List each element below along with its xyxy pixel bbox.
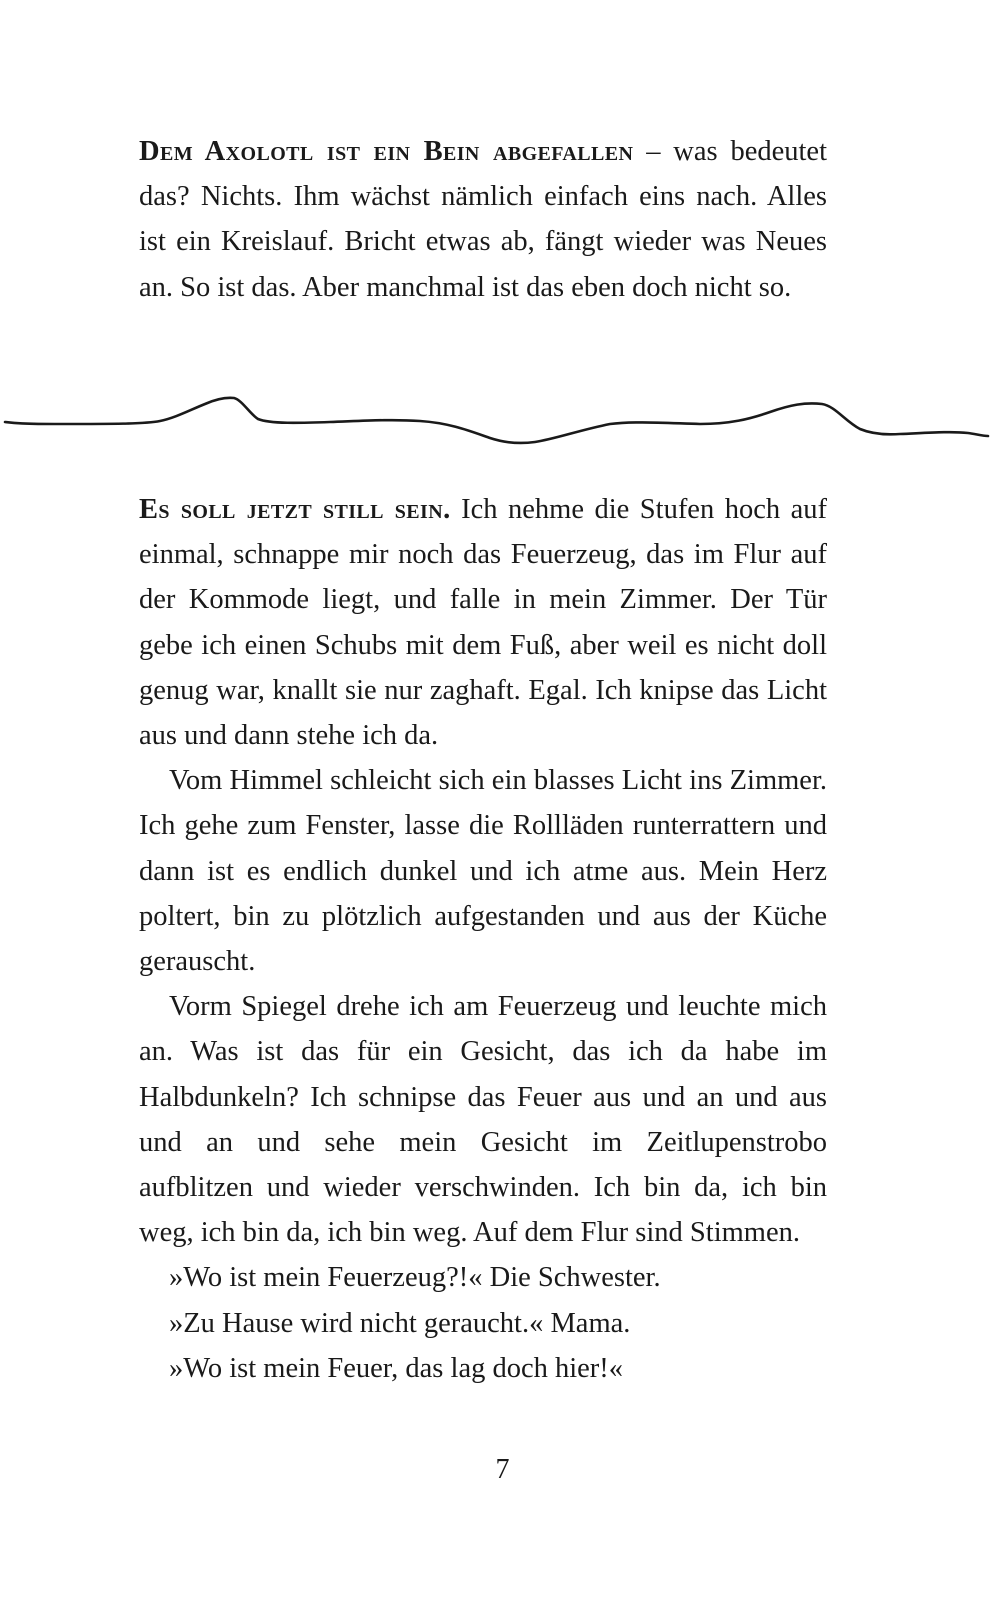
dialogue-line-1: »Wo ist mein Feuerzeug?!« Die Schwester. <box>169 1262 661 1294</box>
section-2-paragraph-2: Vom Himmel schleicht sich ein blasses Licht ins Zimmer. Ich gehe zum Fenster, lasse die Rollläden runterrattern und dann ist es endlich dunkel und ich atme aus. Mein Herz poltert, bin zu plötzlich aufgestanden und aus der Küche gerauscht. <box>139 765 827 978</box>
section-2 <box>139 487 827 1391</box>
section-2-paragraph-3: Vorm Spiegel drehe ich am Feuerzeug und leuchte mich an. Was ist das für ein Gesicht, das ich da habe im Halbdunkeln? Ich schnipse das Feuer aus und an und aus und an und sehe mein Gesicht im Zeitlupenstrobo aufblitzen und wieder verschwinden. Ich bin da, ich bin weg, ich bin da, ich bin weg. Auf dem Flur sind Stimmen. <box>139 991 827 1249</box>
page-number: 7 <box>495 1454 510 1485</box>
section-2-lead: Es soll jetzt still sein. <box>139 494 451 525</box>
section-1 <box>139 129 827 310</box>
section-2-paragraph-1 <box>139 487 827 758</box>
section-1-lead: Dem Axolotl ist ein Bein abgefallen <box>139 136 634 167</box>
wavy-divider <box>0 386 1005 456</box>
dialogue-line-3: »Wo ist mein Feuer, das lag doch hier!« <box>169 1352 624 1384</box>
section-2-text-1: Ich nehme die Stufen hoch auf einmal, schnappe mir noch das Feuerzeug, das im Flur auf der Kommode liegt, und falle in mein Zimmer. Der Tür gebe ich einen Schubs mit dem Fuß, aber weil es nicht doll genug war, knallt sie nur zaghaft. Egal. Ich knipse das Licht aus und dann stehe ich da. <box>139 494 828 752</box>
section-1-paragraph <box>139 129 827 310</box>
dialogue-line-2: »Zu Hause wird nicht geraucht.« Mama. <box>169 1307 631 1339</box>
section-1-text: – was bedeutet das? Nichts. Ihm wächst nämlich einfach eins nach. Alles ist ein Kreislauf. Bricht etwas ab, fängt wieder was Neues an. So ist das. Aber manchmal ist das eben doch nicht so. <box>139 136 828 303</box>
